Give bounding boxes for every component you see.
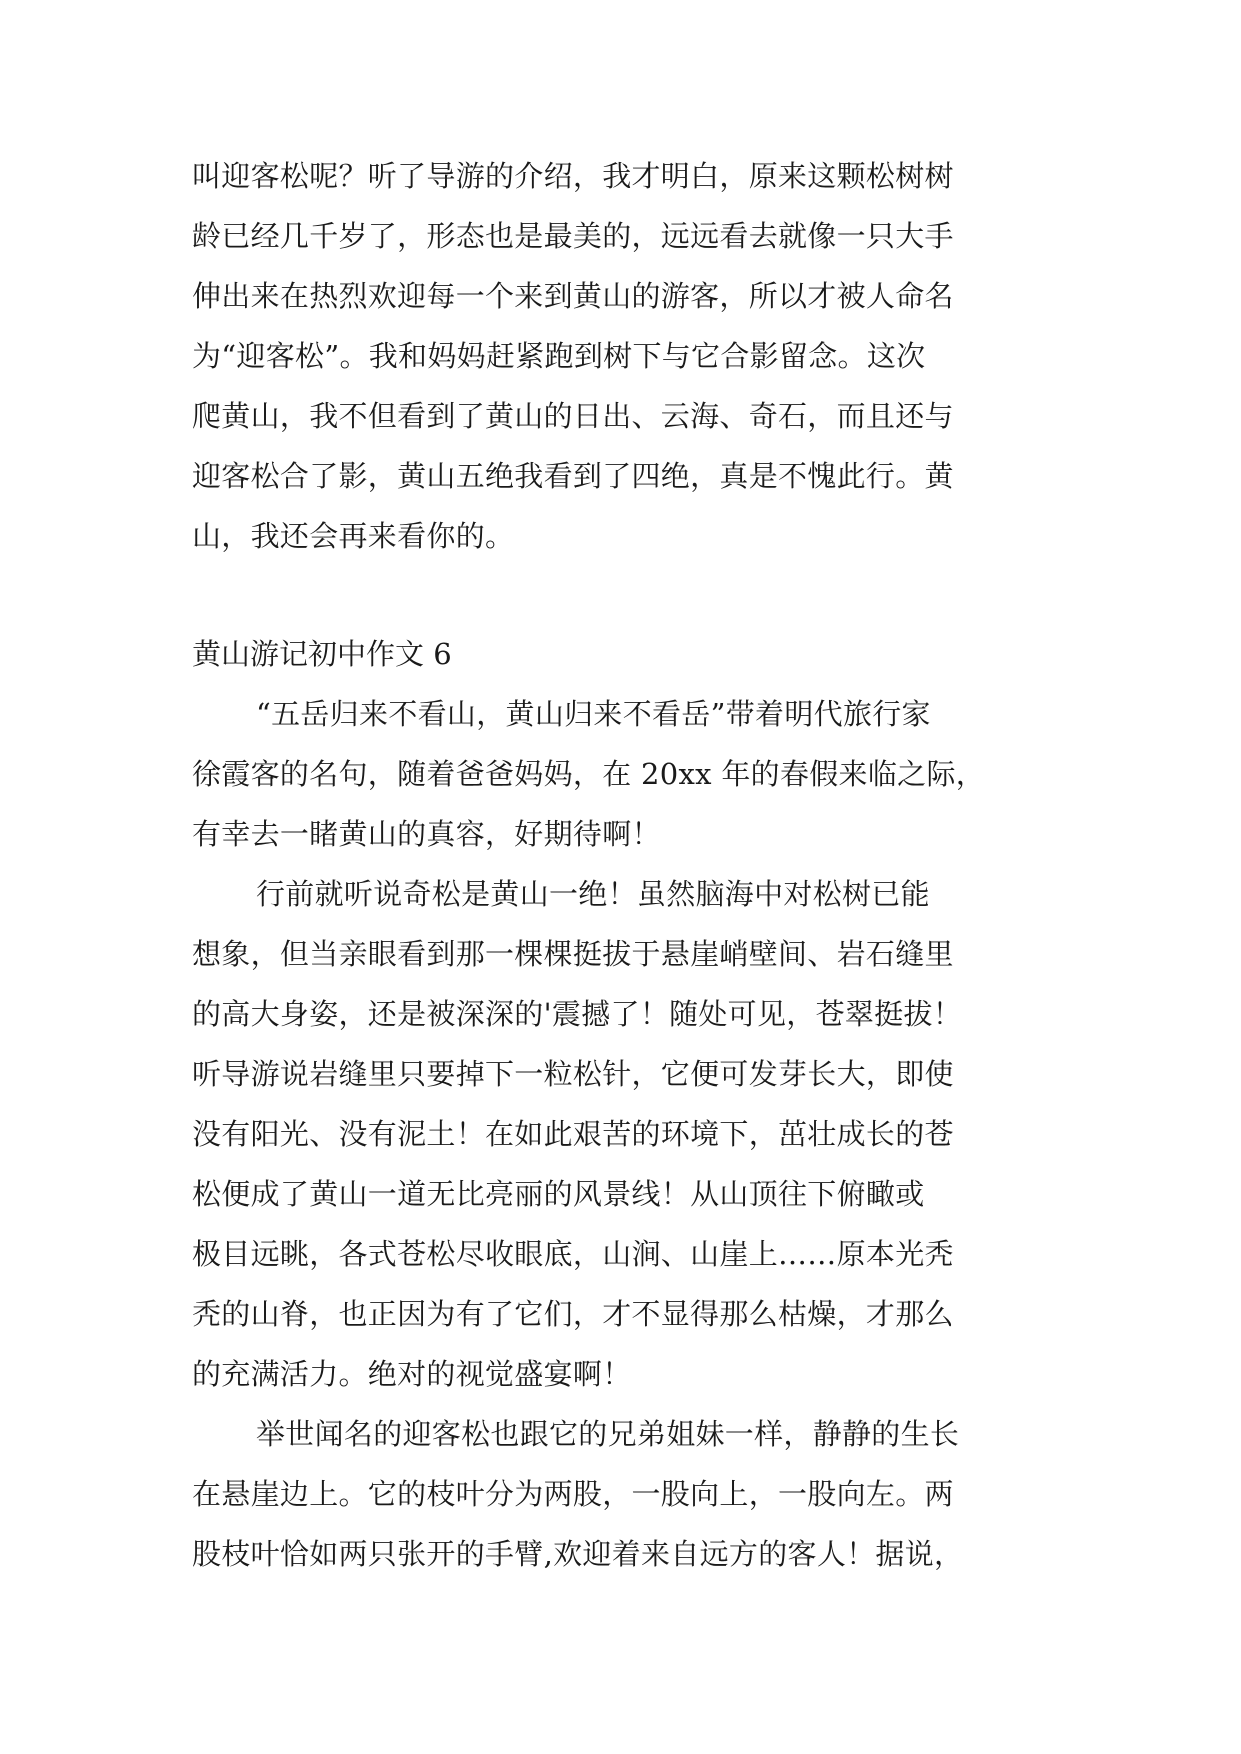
section-title: 黄山游记初中作文 6 — [192, 637, 452, 671]
text-line: 松便成了黄山一道无比亮丽的风景线！从山顶往下俯瞰或 — [192, 1177, 925, 1211]
text-line: “五岳归来不看山，黄山归来不看岳”带着明代旅行家 — [256, 697, 931, 731]
text-line: 行前就听说奇松是黄山一绝！虽然脑海中对松树已能 — [256, 877, 930, 911]
text-line: 为“迎客松”。我和妈妈赶紧跑到树下与它合影留念。这次 — [192, 339, 926, 373]
text-line: 想象，但当亲眼看到那一棵棵挺拔于悬崖峭壁间、岩石缝里 — [192, 937, 954, 971]
text-line: 的充满活力。绝对的视觉盛宴啊！ — [192, 1357, 632, 1391]
paragraph-3 — [192, 1404, 1052, 1584]
text-line: 有幸去一睹黄山的真容，好期待啊！ — [192, 817, 661, 851]
text-line: 伸出来在热烈欢迎每一个来到黄山的游客，所以才被人命名 — [192, 279, 954, 313]
text-line: 在悬崖边上。它的枝叶分为两股，一股向上，一股向左。两 — [192, 1477, 954, 1511]
text-line: 秃的山脊，也正因为有了它们，才不显得那么枯燥，才那么 — [192, 1297, 954, 1331]
text-line: 迎客松合了影，黄山五绝我看到了四绝，真是不愧此行。黄 — [192, 459, 954, 493]
text-line: 爬黄山，我不但看到了黄山的日出、云海、奇石，而且还与 — [192, 399, 954, 433]
text-line: 没有阳光、没有泥土！在如此艰苦的环境下，茁壮成长的苍 — [192, 1117, 954, 1151]
text-line: 听导游说岩缝里只要掉下一粒松针，它便可发芽长大，即使 — [192, 1057, 954, 1091]
text-line: 的高大身姿，还是被深深的'震撼了！随处可见，苍翠挺拔！ — [192, 997, 963, 1031]
text-line: 徐霞客的名句，随着爸爸妈妈，在 20xx 年的春假来临之际， — [192, 757, 986, 791]
paragraph-1 — [192, 684, 1052, 864]
text-line: 山，我还会再来看你的。 — [192, 519, 515, 553]
text-line: 龄已经几千岁了，形态也是最美的，远远看去就像一只大手 — [192, 219, 954, 253]
text-line: 举世闻名的迎客松也跟它的兄弟姐妹一样，静静的生长 — [256, 1417, 960, 1451]
paragraph-continued — [192, 146, 1052, 566]
text-line: 叫迎客松呢？听了导游的介绍，我才明白，原来这颗松树树 — [192, 159, 954, 193]
text-line: 极目远眺，各式苍松尽收眼底，山涧、山崖上……原本光秃 — [192, 1237, 954, 1271]
text-line: 股枝叶恰如两只张开的手臂,欢迎着来自远方的客人！据说， — [192, 1537, 964, 1571]
paragraph-2 — [192, 864, 1052, 1404]
